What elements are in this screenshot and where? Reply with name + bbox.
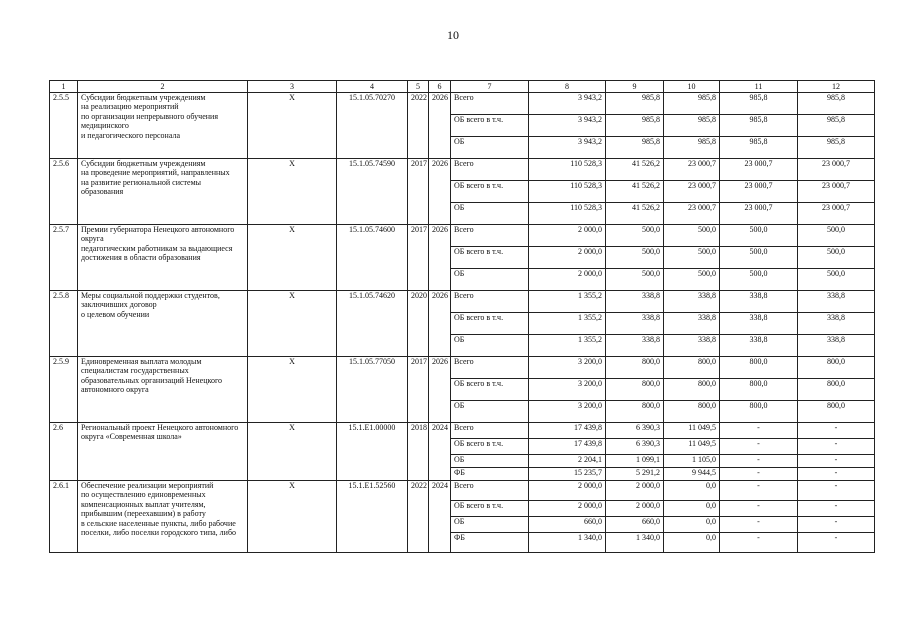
value-cell: 5 291,2 (606, 468, 664, 481)
value-cell: 110 528,3 (529, 181, 606, 203)
value-cell: 110 528,3 (529, 203, 606, 225)
row-year-from: 2017 (408, 159, 429, 225)
value-cell: - (720, 423, 798, 439)
budget-table (49, 80, 875, 553)
value-cell: 2 000,0 (606, 501, 664, 517)
value-cell: 660,0 (529, 517, 606, 533)
value-cell: - (720, 481, 798, 501)
value-cell: 9 944,5 (664, 468, 720, 481)
value-cell: 23 000,7 (720, 203, 798, 225)
value-cell: 17 439,8 (529, 439, 606, 455)
header-cell: 5 (408, 81, 429, 93)
value-cell: - (798, 439, 875, 455)
row-description: Единовременная выплата молодым специалистам государственных образовательных организаций Ненецкого автономного округа (78, 357, 248, 423)
row-description: Меры социальной поддержки студентов, заключивших договор о целевом обучении (78, 291, 248, 357)
value-cell: 2 204,1 (529, 455, 606, 468)
value-cell: 2 000,0 (529, 481, 606, 501)
value-cell: - (720, 501, 798, 517)
value-cell: 6 390,3 (606, 423, 664, 439)
value-cell: 3 943,2 (529, 137, 606, 159)
funding-source: Всего (451, 93, 529, 115)
row-number: 2.5.8 (50, 291, 78, 357)
header-row (50, 81, 875, 93)
row-year-to: 2026 (429, 225, 451, 291)
page-number: 10 (447, 28, 459, 42)
value-cell: 338,8 (720, 335, 798, 357)
value-cell: 2 000,0 (529, 247, 606, 269)
value-cell: 338,8 (606, 313, 664, 335)
value-cell: 23 000,7 (798, 181, 875, 203)
value-cell: 800,0 (720, 357, 798, 379)
row-col3: X (248, 481, 337, 553)
header-cell: 2 (78, 81, 248, 93)
funding-source: ОБ всего в т.ч. (451, 115, 529, 137)
value-cell: 500,0 (798, 225, 875, 247)
row-year-from: 2017 (408, 225, 429, 291)
row-code: 15.1.Е1.52560 (337, 481, 408, 553)
value-cell: 800,0 (798, 401, 875, 423)
value-cell: 3 943,2 (529, 93, 606, 115)
row-col3: X (248, 93, 337, 159)
value-cell: 11 049,5 (664, 423, 720, 439)
value-cell: - (720, 468, 798, 481)
row-code: 15.1.05.74620 (337, 291, 408, 357)
value-cell: 6 390,3 (606, 439, 664, 455)
value-cell: 338,8 (720, 313, 798, 335)
value-cell: 500,0 (798, 247, 875, 269)
value-cell: 500,0 (664, 247, 720, 269)
funding-source: Всего (451, 481, 529, 501)
table-row (50, 423, 875, 439)
value-cell: 985,8 (720, 115, 798, 137)
funding-source: ОБ всего в т.ч. (451, 181, 529, 203)
value-cell: 0,0 (664, 501, 720, 517)
value-cell: - (798, 517, 875, 533)
value-cell: 500,0 (798, 269, 875, 291)
value-cell: 338,8 (798, 335, 875, 357)
value-cell: - (798, 455, 875, 468)
row-code: 15.1.05.70270 (337, 93, 408, 159)
value-cell: 338,8 (798, 313, 875, 335)
row-year-from: 2022 (408, 93, 429, 159)
value-cell: 985,8 (798, 115, 875, 137)
value-cell: 985,8 (664, 93, 720, 115)
table-row (50, 93, 875, 115)
value-cell: 0,0 (664, 533, 720, 553)
value-cell: 338,8 (664, 313, 720, 335)
funding-source: ОБ всего в т.ч. (451, 247, 529, 269)
value-cell: - (798, 533, 875, 553)
value-cell: 1 355,2 (529, 313, 606, 335)
funding-source: ОБ (451, 269, 529, 291)
value-cell: 660,0 (606, 517, 664, 533)
value-cell: 2 000,0 (529, 269, 606, 291)
value-cell: - (720, 455, 798, 468)
value-cell: 985,8 (720, 137, 798, 159)
funding-source: ФБ (451, 468, 529, 481)
value-cell: 985,8 (664, 137, 720, 159)
funding-source: ОБ всего в т.ч. (451, 379, 529, 401)
value-cell: 800,0 (720, 379, 798, 401)
value-cell: 985,8 (798, 93, 875, 115)
row-description: Региональный проект Ненецкого автономного округа «Современная школа» (78, 423, 248, 481)
value-cell: 3 200,0 (529, 357, 606, 379)
header-cell: 4 (337, 81, 408, 93)
value-cell: 0,0 (664, 481, 720, 501)
row-year-to: 2024 (429, 481, 451, 553)
value-cell: 985,8 (720, 93, 798, 115)
table-row (50, 481, 875, 501)
row-year-to: 2026 (429, 93, 451, 159)
funding-source: Всего (451, 357, 529, 379)
value-cell: 338,8 (606, 335, 664, 357)
value-cell: 23 000,7 (798, 159, 875, 181)
value-cell: 800,0 (664, 379, 720, 401)
table-row (50, 225, 875, 247)
row-col3: X (248, 423, 337, 481)
value-cell: 1 340,0 (606, 533, 664, 553)
funding-source: ОБ (451, 455, 529, 468)
value-cell: - (720, 533, 798, 553)
table-row (50, 357, 875, 379)
row-year-from: 2018 (408, 423, 429, 481)
value-cell: 17 439,8 (529, 423, 606, 439)
header-cell: 9 (606, 81, 664, 93)
row-description: Премии губернатора Ненецкого автономного округа педагогическим работникам за выдающиеся достижения в области образования (78, 225, 248, 291)
value-cell: 41 526,2 (606, 159, 664, 181)
value-cell: 985,8 (798, 137, 875, 159)
funding-source: ОБ (451, 335, 529, 357)
value-cell: 338,8 (798, 291, 875, 313)
header-cell: 3 (248, 81, 337, 93)
header-cell: 6 (429, 81, 451, 93)
value-cell: 23 000,7 (720, 181, 798, 203)
row-year-to: 2026 (429, 159, 451, 225)
funding-source: ОБ (451, 517, 529, 533)
value-cell: - (720, 439, 798, 455)
value-cell: 800,0 (720, 401, 798, 423)
funding-source: ОБ (451, 401, 529, 423)
header-cell: 10 (664, 81, 720, 93)
value-cell: 1 340,0 (529, 533, 606, 553)
funding-source: ОБ всего в т.ч. (451, 313, 529, 335)
value-cell: 1 355,2 (529, 335, 606, 357)
value-cell: 2 000,0 (606, 481, 664, 501)
value-cell: 15 235,7 (529, 468, 606, 481)
value-cell: 1 355,2 (529, 291, 606, 313)
value-cell: 23 000,7 (664, 203, 720, 225)
row-number: 2.6.1 (50, 481, 78, 553)
value-cell: 500,0 (606, 269, 664, 291)
row-number: 2.5.5 (50, 93, 78, 159)
value-cell: 800,0 (664, 357, 720, 379)
row-year-to: 2026 (429, 291, 451, 357)
table-row (50, 291, 875, 313)
value-cell: 338,8 (720, 291, 798, 313)
value-cell: 23 000,7 (798, 203, 875, 225)
value-cell: 800,0 (606, 379, 664, 401)
table-row (50, 159, 875, 181)
funding-source: Всего (451, 291, 529, 313)
value-cell: 23 000,7 (664, 159, 720, 181)
value-cell: - (720, 517, 798, 533)
value-cell: 110 528,3 (529, 159, 606, 181)
value-cell: 500,0 (720, 225, 798, 247)
value-cell: 800,0 (606, 357, 664, 379)
value-cell: 985,8 (606, 93, 664, 115)
value-cell: 23 000,7 (720, 159, 798, 181)
row-number: 2.5.9 (50, 357, 78, 423)
value-cell: 800,0 (606, 401, 664, 423)
row-code: 15.1.05.74600 (337, 225, 408, 291)
value-cell: 2 000,0 (529, 225, 606, 247)
funding-source: Всего (451, 159, 529, 181)
value-cell: 1 099,1 (606, 455, 664, 468)
funding-source: ОБ (451, 137, 529, 159)
row-code: 15.1.05.74590 (337, 159, 408, 225)
value-cell: 1 105,0 (664, 455, 720, 468)
value-cell: 985,8 (606, 137, 664, 159)
header-cell: 12 (798, 81, 875, 93)
row-code: 15.1.Е1.00000 (337, 423, 408, 481)
row-col3: X (248, 291, 337, 357)
row-year-to: 2026 (429, 357, 451, 423)
value-cell: 500,0 (606, 247, 664, 269)
row-code: 15.1.05.77050 (337, 357, 408, 423)
value-cell: - (798, 501, 875, 517)
value-cell: - (798, 423, 875, 439)
value-cell: 800,0 (664, 401, 720, 423)
row-col3: X (248, 357, 337, 423)
value-cell: 985,8 (664, 115, 720, 137)
value-cell: 500,0 (664, 225, 720, 247)
value-cell: 2 000,0 (529, 501, 606, 517)
funding-source: ФБ (451, 533, 529, 553)
row-year-from: 2017 (408, 357, 429, 423)
value-cell: 0,0 (664, 517, 720, 533)
row-number: 2.5.6 (50, 159, 78, 225)
value-cell: 800,0 (798, 379, 875, 401)
funding-source: ОБ всего в т.ч. (451, 501, 529, 517)
value-cell: 338,8 (606, 291, 664, 313)
row-col3: X (248, 225, 337, 291)
value-cell: 500,0 (720, 269, 798, 291)
value-cell: 3 200,0 (529, 379, 606, 401)
row-description: Субсидии бюджетным учреждениям на реализацию мероприятий по организации непрерывного обучения медицинского и педагогического персонала (78, 93, 248, 159)
value-cell: - (798, 481, 875, 501)
value-cell: 500,0 (606, 225, 664, 247)
header-cell: 7 (451, 81, 529, 93)
value-cell: 3 200,0 (529, 401, 606, 423)
header-cell: 11 (720, 81, 798, 93)
value-cell: 41 526,2 (606, 181, 664, 203)
value-cell: 23 000,7 (664, 181, 720, 203)
header-cell: 8 (529, 81, 606, 93)
value-cell: 500,0 (664, 269, 720, 291)
funding-source: Всего (451, 225, 529, 247)
funding-source: ОБ (451, 203, 529, 225)
row-number: 2.5.7 (50, 225, 78, 291)
funding-source: ОБ всего в т.ч. (451, 439, 529, 455)
value-cell: 500,0 (720, 247, 798, 269)
value-cell: 338,8 (664, 291, 720, 313)
value-cell: 338,8 (664, 335, 720, 357)
value-cell: 11 049,5 (664, 439, 720, 455)
row-description: Обеспечение реализации мероприятий по осуществлению единовременных компенсационных выплат учителям, прибывшим (переехавшим) в работу в сельские населенные пункты, либо рабочие поселки, либо поселки городского типа, либо (78, 481, 248, 553)
value-cell: 800,0 (798, 357, 875, 379)
value-cell: 985,8 (606, 115, 664, 137)
value-cell: 41 526,2 (606, 203, 664, 225)
row-col3: X (248, 159, 337, 225)
funding-source: Всего (451, 423, 529, 439)
row-year-to: 2024 (429, 423, 451, 481)
value-cell: - (798, 468, 875, 481)
row-description: Субсидии бюджетным учреждениям на проведение мероприятий, направленных на развитие региональной системы образования (78, 159, 248, 225)
row-year-from: 2022 (408, 481, 429, 553)
header-cell: 1 (50, 81, 78, 93)
value-cell: 3 943,2 (529, 115, 606, 137)
row-year-from: 2020 (408, 291, 429, 357)
row-number: 2.6 (50, 423, 78, 481)
